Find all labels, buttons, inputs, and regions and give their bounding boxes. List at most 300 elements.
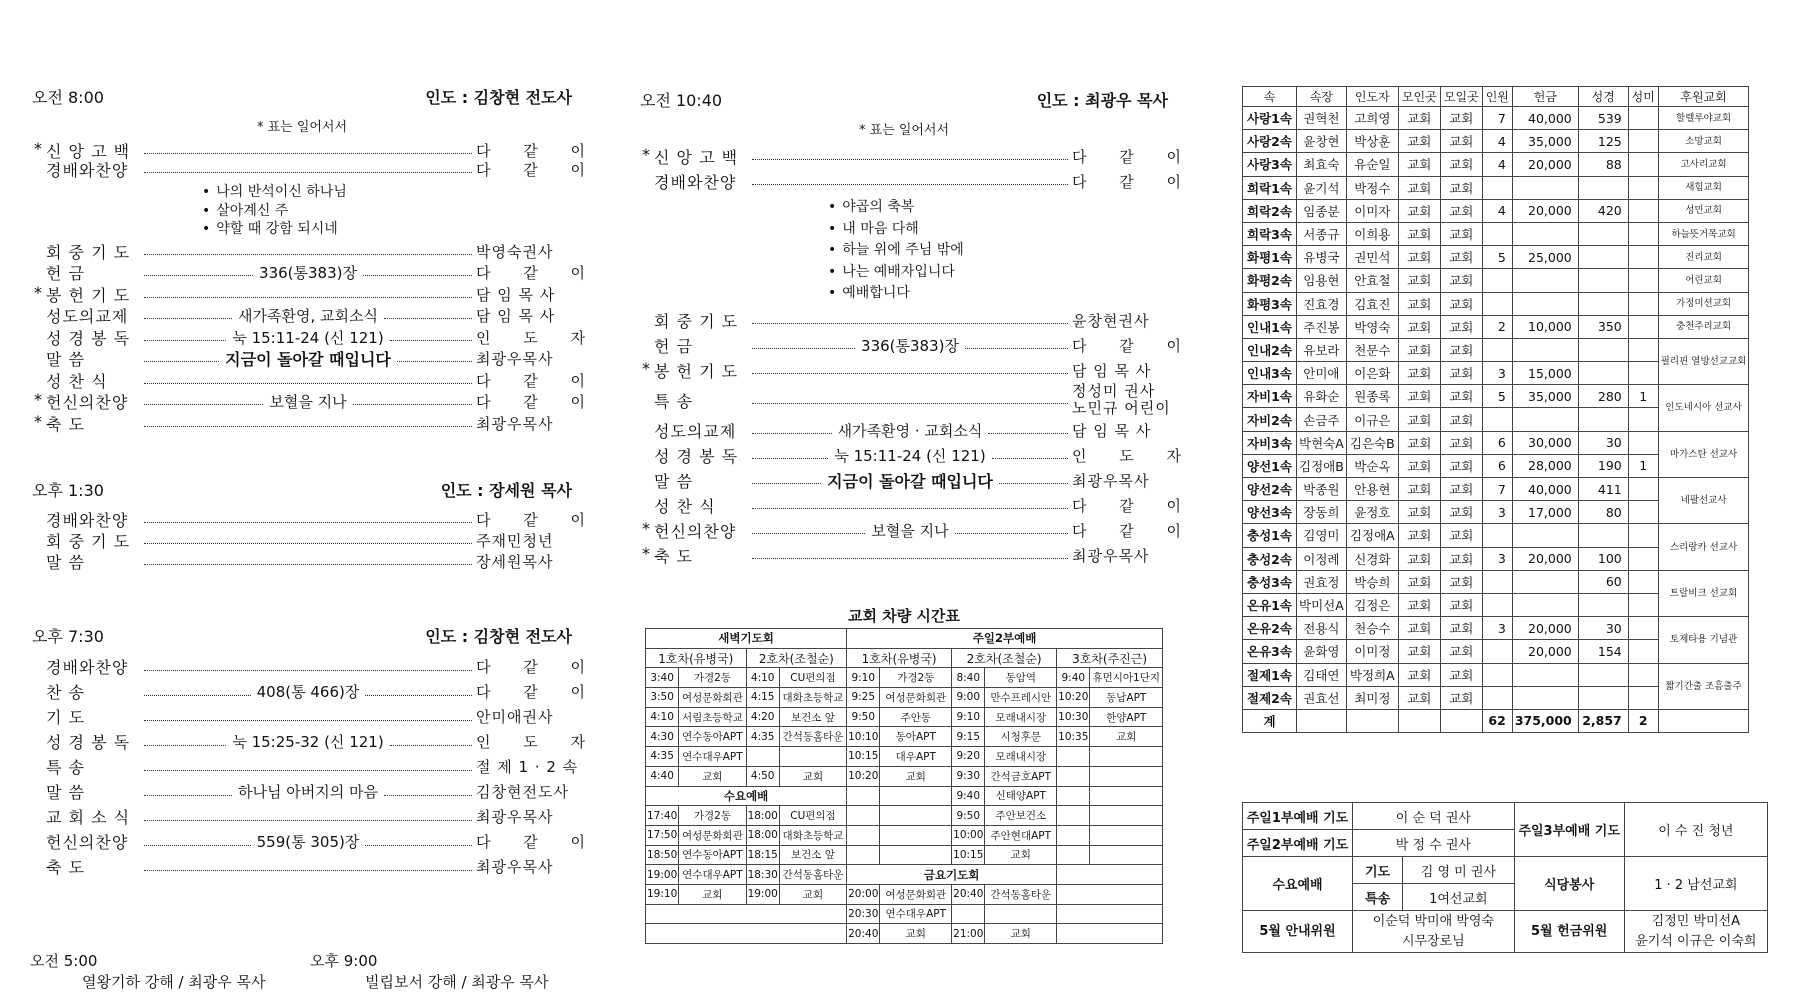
meet-place: 교회 xyxy=(1398,130,1440,153)
standing-mark: * xyxy=(642,358,651,378)
order-row xyxy=(32,348,572,370)
bus-stop: 여성문화회관 xyxy=(880,884,952,904)
order-row xyxy=(640,144,1196,169)
bus-time xyxy=(1057,825,1090,845)
dawn-desc: 열왕기하 강해 / 최광우 목사 xyxy=(82,973,266,991)
support-church: 토제타용 기념관 xyxy=(1658,617,1749,663)
bible-reading xyxy=(1578,663,1628,686)
order-row xyxy=(32,160,600,180)
offering: 10,000 xyxy=(1512,315,1578,338)
meet-place: 교회 xyxy=(1398,269,1440,292)
support-church: 충천주리교회 xyxy=(1658,315,1749,338)
bus-time: 9:00 xyxy=(952,688,985,708)
group-guide: 권민석 xyxy=(1346,246,1398,269)
order-label-text: 성도의교제 xyxy=(46,307,129,327)
bible-reading xyxy=(1578,524,1628,547)
label: 특송 xyxy=(1353,884,1403,911)
group-row xyxy=(1243,246,1749,269)
dot-leader xyxy=(144,670,472,671)
dot-leader xyxy=(988,433,1068,434)
group-row xyxy=(1243,663,1749,686)
attendance xyxy=(1482,222,1512,245)
order-person: 다 같 이 xyxy=(476,833,600,851)
bus-stop xyxy=(1090,806,1163,826)
bible-reading xyxy=(1578,176,1628,199)
order-detail: 지금이 돌아갈 때입니다 xyxy=(225,350,391,370)
attendance xyxy=(1482,640,1512,663)
order-detail: 눅 15:25-32 (신 121) xyxy=(232,733,384,751)
dot-leader xyxy=(144,543,472,544)
service-130pm xyxy=(32,478,600,572)
order-label xyxy=(640,145,752,168)
header-row xyxy=(1243,87,1749,107)
support-church: 어린교회 xyxy=(1658,269,1749,292)
service-730pm xyxy=(32,624,600,880)
order-person: 다 같 이 xyxy=(476,142,600,160)
attendance: 5 xyxy=(1482,385,1512,408)
support-church: 가정미션교회 xyxy=(1658,292,1749,315)
bus-time: 4:40 xyxy=(646,766,679,786)
bible-reading: 539 xyxy=(1578,107,1628,130)
bible-reading: 420 xyxy=(1578,199,1628,222)
value: 김 영 미 권사 xyxy=(1403,857,1515,884)
meet-place: 교회 xyxy=(1398,292,1440,315)
attendance: 2 xyxy=(1482,315,1512,338)
bus-time: 20:00 xyxy=(847,884,880,904)
dot-leader xyxy=(144,361,219,362)
bus-stop: 동암역 xyxy=(985,668,1057,688)
group-name: 사랑1속 xyxy=(1243,107,1297,130)
order-label-text: 성 경 봉 독 xyxy=(46,328,131,348)
total-cell xyxy=(1440,709,1482,732)
dawn-time: 오전 5:00 xyxy=(30,952,98,970)
bus-row xyxy=(646,648,1163,668)
dot-leader xyxy=(955,533,1068,534)
order-person: 다 같 이 xyxy=(476,393,600,412)
offering: 25,000 xyxy=(1512,246,1578,269)
order-label xyxy=(640,519,752,542)
group-guide: 박정수 xyxy=(1346,176,1398,199)
order-row xyxy=(32,370,600,392)
bus-time: 10:15 xyxy=(847,747,880,767)
group-row xyxy=(1243,385,1749,408)
order-label xyxy=(640,309,752,332)
vehicle-header: 2호차(조철순) xyxy=(952,648,1057,668)
next-place: 교회 xyxy=(1440,176,1482,199)
bus-stop: 모래내시장 xyxy=(985,747,1057,767)
order-label-text: 교 회 소 식 xyxy=(46,807,131,827)
rice-offering xyxy=(1628,176,1658,199)
order-person: 다 같 이 xyxy=(476,683,600,701)
attendance: 5 xyxy=(1482,246,1512,269)
dot-leader xyxy=(144,404,263,405)
order-label xyxy=(32,390,144,413)
bus-stop xyxy=(1090,825,1163,845)
bus-time: 19:00 xyxy=(646,865,679,885)
group-guide: 박정희A xyxy=(1346,663,1398,686)
support-church: 하늘뜻거목교회 xyxy=(1658,222,1749,245)
group-name: 사랑2속 xyxy=(1243,130,1297,153)
order-detail: 지금이 돌아갈 때입니다 xyxy=(827,471,993,491)
dot-leader xyxy=(144,275,253,276)
order-row xyxy=(32,780,572,805)
offering: 15,000 xyxy=(1512,362,1578,385)
meet-place: 교회 xyxy=(1398,246,1440,269)
bus-time: 4:10 xyxy=(746,668,779,688)
dot-leader xyxy=(144,297,472,298)
dot-leader xyxy=(365,845,472,846)
bible-reading: 411 xyxy=(1578,478,1628,501)
next-place: 교회 xyxy=(1440,153,1482,176)
next-place: 교회 xyxy=(1440,385,1482,408)
rice-offering xyxy=(1628,315,1658,338)
offer-line-2: 윤기석 이규은 이숙희 xyxy=(1635,933,1757,949)
offering xyxy=(1512,570,1578,593)
meet-place: 교회 xyxy=(1398,524,1440,547)
group-row xyxy=(1243,524,1749,547)
bus-time: 10:35 xyxy=(1057,727,1090,747)
order-label xyxy=(640,334,752,357)
order-person: 다 같 이 xyxy=(1072,173,1196,191)
attendance: 4 xyxy=(1482,153,1512,176)
rice-offering xyxy=(1628,246,1658,269)
dot-leader xyxy=(353,404,472,405)
rice-offering: 1 xyxy=(1628,385,1658,408)
dot-leader xyxy=(144,695,251,696)
group-guide: 윤정호 xyxy=(1346,501,1398,524)
order-person: 최광우목사 xyxy=(1072,471,1150,490)
column-header: 후원교회 xyxy=(1658,87,1749,107)
next-place: 교회 xyxy=(1440,547,1482,570)
offering: 40,000 xyxy=(1512,478,1578,501)
next-place: 교회 xyxy=(1440,362,1482,385)
group-name: 사랑3속 xyxy=(1243,153,1297,176)
rice-offering xyxy=(1628,130,1658,153)
meet-place: 교회 xyxy=(1398,315,1440,338)
dot-leader xyxy=(752,483,821,484)
song-list xyxy=(828,196,1168,304)
dot-leader xyxy=(752,533,865,534)
bus-stop: 대화초등학교 xyxy=(779,825,846,845)
group-name: 자비2속 xyxy=(1243,408,1297,431)
bible-reading xyxy=(1578,408,1628,431)
order-label xyxy=(640,444,752,467)
bus-stop: 교회 xyxy=(1090,727,1163,747)
dot-leader xyxy=(144,564,472,565)
meet-place: 교회 xyxy=(1398,431,1440,454)
order-person: 인 도 자 xyxy=(476,733,600,751)
group-name: 희락2속 xyxy=(1243,199,1297,222)
order-row xyxy=(32,241,572,263)
next-place: 교회 xyxy=(1440,408,1482,431)
bus-time: 9:50 xyxy=(847,707,880,727)
order-row xyxy=(640,493,1196,518)
group-guide: 신경화 xyxy=(1346,547,1398,570)
meet-place: 교회 xyxy=(1398,547,1440,570)
group-guide: 박승희 xyxy=(1346,570,1398,593)
order-person: 다 같 이 xyxy=(1072,336,1196,355)
group-guide: 최미정 xyxy=(1346,686,1398,709)
order-label xyxy=(32,732,144,752)
order-detail: 336(통383)장 xyxy=(861,336,959,355)
standing-mark: * xyxy=(642,518,651,538)
order-row xyxy=(640,382,1171,418)
order-label xyxy=(32,757,144,777)
meet-place: 교회 xyxy=(1398,107,1440,130)
order-label xyxy=(640,469,752,492)
group-name: 자비3속 xyxy=(1243,431,1297,454)
bus-stop: 만수프레시안 xyxy=(985,688,1057,708)
bus-stop: 모래내시장 xyxy=(985,707,1057,727)
order-detail: 하나님 아버지의 마음 xyxy=(238,783,378,801)
next-place: 교회 xyxy=(1440,107,1482,130)
rice-offering: 1 xyxy=(1628,454,1658,477)
bus-stop: 간석동홈타운 xyxy=(779,865,846,885)
attendance xyxy=(1482,593,1512,616)
bus-time: 18:50 xyxy=(646,845,679,865)
offering xyxy=(1512,408,1578,431)
order-label-text: 성 찬 식 xyxy=(654,496,716,516)
standing-mark: * xyxy=(34,390,43,410)
dot-leader xyxy=(752,323,1068,324)
meet-place: 교회 xyxy=(1398,222,1440,245)
group-leader: 진효경 xyxy=(1297,292,1347,315)
bus-stop xyxy=(985,904,1057,924)
group-guide: 원종록 xyxy=(1346,385,1398,408)
order-label xyxy=(32,158,144,181)
bible-reading xyxy=(1578,292,1628,315)
bus-time: 3:40 xyxy=(646,668,679,688)
bus-time xyxy=(1057,806,1090,826)
order-label-text: 회 중 기 도 xyxy=(46,532,131,551)
bible-reading xyxy=(1578,222,1628,245)
bus-timetable xyxy=(645,628,1163,944)
column-header: 인도자 xyxy=(1346,87,1398,107)
person-2: 노민규 어린이 xyxy=(1072,399,1171,417)
support-church: 트랄비크 선교회 xyxy=(1658,570,1749,616)
next-place: 교회 xyxy=(1440,454,1482,477)
order-row xyxy=(32,730,600,755)
bus-stop: 여성문화회관 xyxy=(679,688,746,708)
offering: 35,000 xyxy=(1512,385,1578,408)
order-detail: 눅 15:11-24 (신 121) xyxy=(834,446,986,465)
next-place: 교회 xyxy=(1440,269,1482,292)
support-church: 짧기간출 조흠출주 xyxy=(1658,663,1749,709)
support-church: 성민교회 xyxy=(1658,199,1749,222)
order-detail: 눅 15:11-24 (신 121) xyxy=(232,328,384,347)
bus-time: 4:30 xyxy=(646,727,679,747)
next-place: 교회 xyxy=(1440,478,1482,501)
order-label-text: 말 씀 xyxy=(46,553,85,572)
dot-leader xyxy=(144,340,226,341)
label: 주일1부예배 기도 xyxy=(1243,803,1353,830)
song-item: • 약할 때 강함 되시네 xyxy=(202,218,572,237)
attendance xyxy=(1482,570,1512,593)
bus-stop: 주안동 xyxy=(880,707,952,727)
service-time: 오전 8:00 xyxy=(32,88,104,107)
order-label-text: 경배와찬양 xyxy=(46,511,129,530)
bus-time: 4:35 xyxy=(646,747,679,767)
service-time: 오전 10:40 xyxy=(640,91,723,110)
bus-stop: 교회 xyxy=(880,924,952,944)
offering: 40,000 xyxy=(1512,107,1578,130)
service-730pm-header xyxy=(32,624,572,647)
fri-header: 금요기도회 xyxy=(847,865,1057,885)
sunday2-header: 주일2부예배 xyxy=(847,629,1163,649)
rice-offering xyxy=(1628,222,1658,245)
service-1040-header xyxy=(640,88,1168,111)
label: 식당봉사 xyxy=(1514,857,1624,911)
order-person: 박영숙권사 xyxy=(476,242,554,261)
order-label-text: 헌신의찬양 xyxy=(46,832,129,852)
attendance: 3 xyxy=(1482,617,1512,640)
bus-stop: 여성문화회관 xyxy=(679,825,746,845)
bus-time: 20:40 xyxy=(847,924,880,944)
order-label xyxy=(32,857,144,877)
service-leader: 인도 : 최광우 목사 xyxy=(1036,91,1168,110)
dot-leader xyxy=(144,522,472,523)
order-detail: 새가족환영 · 교회소식 xyxy=(837,421,983,440)
vehicle-header: 1호차(유병국) xyxy=(847,648,952,668)
rice-offering xyxy=(1628,408,1658,431)
dot-leader xyxy=(752,348,855,349)
order-label-text: 기 도 xyxy=(46,707,85,727)
order-label xyxy=(32,283,144,306)
dot-leader xyxy=(752,403,1068,404)
bus-time xyxy=(1057,747,1090,767)
group-name: 온유2속 xyxy=(1243,617,1297,640)
wed-header: 수요예배 xyxy=(646,786,847,806)
next-place: 교회 xyxy=(1440,246,1482,269)
order-person: 주재민청년 xyxy=(476,532,554,550)
order-label xyxy=(32,529,144,552)
order-row xyxy=(32,284,572,306)
order-label-text: 헌신의찬양 xyxy=(654,521,737,541)
total-cell xyxy=(1658,709,1749,732)
group-leader: 김정애B xyxy=(1297,454,1347,477)
dot-leader xyxy=(144,318,232,319)
order-row xyxy=(32,327,600,349)
dot-leader xyxy=(397,361,472,362)
group-name: 화평3속 xyxy=(1243,292,1297,315)
order-detail: 보혈을 지나 xyxy=(871,521,949,540)
bus-stop xyxy=(779,747,846,767)
order-row xyxy=(640,333,1196,358)
meet-place: 교회 xyxy=(1398,385,1440,408)
standing-mark: * xyxy=(34,411,43,431)
order-label-text: 찬 송 xyxy=(46,682,85,702)
next-place: 교회 xyxy=(1440,640,1482,663)
group-guide: 김정애A xyxy=(1346,524,1398,547)
offering: 20,000 xyxy=(1512,153,1578,176)
bus-stop xyxy=(1090,845,1163,865)
bus-time: 3:50 xyxy=(646,688,679,708)
bus-time: 18:00 xyxy=(746,825,779,845)
bus-row xyxy=(646,786,1163,806)
value: 박 정 수 권사 xyxy=(1353,830,1515,857)
order-person: 최광우목사 xyxy=(476,808,554,826)
group-name: 온유1속 xyxy=(1243,593,1297,616)
meet-place: 교회 xyxy=(1398,640,1440,663)
order-label-text: 성 찬 식 xyxy=(46,371,108,391)
order-person: 담 임 목 사 xyxy=(476,307,556,326)
group-name: 충성1속 xyxy=(1243,524,1297,547)
group-name: 인내2속 xyxy=(1243,338,1297,361)
order-label-text: 헌 금 xyxy=(654,336,693,356)
bus-time: 4:50 xyxy=(746,766,779,786)
offering: 35,000 xyxy=(1512,130,1578,153)
bible-reading: 60 xyxy=(1578,570,1628,593)
next-place: 교회 xyxy=(1440,222,1482,245)
meet-place: 교회 xyxy=(1398,176,1440,199)
group-row xyxy=(1243,478,1749,501)
bus-time xyxy=(1057,786,1090,806)
bus-stop: 교회 xyxy=(985,845,1057,865)
vehicle-header: 1호차(유병국) xyxy=(646,648,747,668)
group-leader: 박미선A xyxy=(1297,593,1347,616)
attendance: 7 xyxy=(1482,107,1512,130)
offering: 28,000 xyxy=(1512,454,1578,477)
attendance: 3 xyxy=(1482,362,1512,385)
dawn-header: 새벽기도회 xyxy=(646,629,847,649)
order-label-text: 말 씀 xyxy=(46,782,85,802)
empty-cell xyxy=(1057,884,1163,904)
bus-stop: 신태양APT xyxy=(985,786,1057,806)
bus-stop: 가경2동 xyxy=(880,668,952,688)
bus-row xyxy=(646,727,1163,747)
bus-stop: 간석동홈타운 xyxy=(779,727,846,747)
column-header: 인원 xyxy=(1482,87,1512,107)
bus-time: 19:10 xyxy=(646,884,679,904)
group-guide: 김효진 xyxy=(1346,292,1398,315)
empty-cell xyxy=(1057,904,1163,924)
group-guide: 박순옥 xyxy=(1346,454,1398,477)
dot-leader xyxy=(144,820,472,821)
group-guide: 이은화 xyxy=(1346,362,1398,385)
order-row xyxy=(32,755,579,780)
rice-offering xyxy=(1628,640,1658,663)
order-row xyxy=(32,830,600,855)
offering: 20,000 xyxy=(1512,199,1578,222)
rice-offering xyxy=(1628,617,1658,640)
bus-row xyxy=(646,707,1163,727)
value: 1 · 2 남선교회 xyxy=(1624,857,1767,911)
order-row xyxy=(640,468,1168,493)
meet-place: 교회 xyxy=(1398,199,1440,222)
order-person: 담 임 목 사 xyxy=(1072,421,1152,440)
standing-mark: * xyxy=(34,282,43,302)
next-place: 교회 xyxy=(1440,130,1482,153)
dot-leader xyxy=(363,275,472,276)
order-label-text: 성 경 봉 독 xyxy=(654,446,739,466)
dot-leader xyxy=(144,745,226,746)
group-row xyxy=(1243,431,1749,454)
meet-place: 교회 xyxy=(1398,362,1440,385)
bus-time: 18:30 xyxy=(746,865,779,885)
bus-stop: 간석동홈타운 xyxy=(985,884,1057,904)
meet-place: 교회 xyxy=(1398,153,1440,176)
support-church: 필리핀 열방선교교회 xyxy=(1658,338,1749,384)
bus-stop xyxy=(880,806,952,826)
dot-leader xyxy=(999,483,1068,484)
group-row xyxy=(1243,176,1749,199)
bus-timetable-title: 교회 차량 시간표 xyxy=(848,607,960,625)
column-header: 성경 xyxy=(1578,87,1628,107)
group-name: 인내1속 xyxy=(1243,315,1297,338)
group-leader: 임종분 xyxy=(1297,199,1347,222)
rice-offering xyxy=(1628,524,1658,547)
order-label xyxy=(32,304,144,327)
